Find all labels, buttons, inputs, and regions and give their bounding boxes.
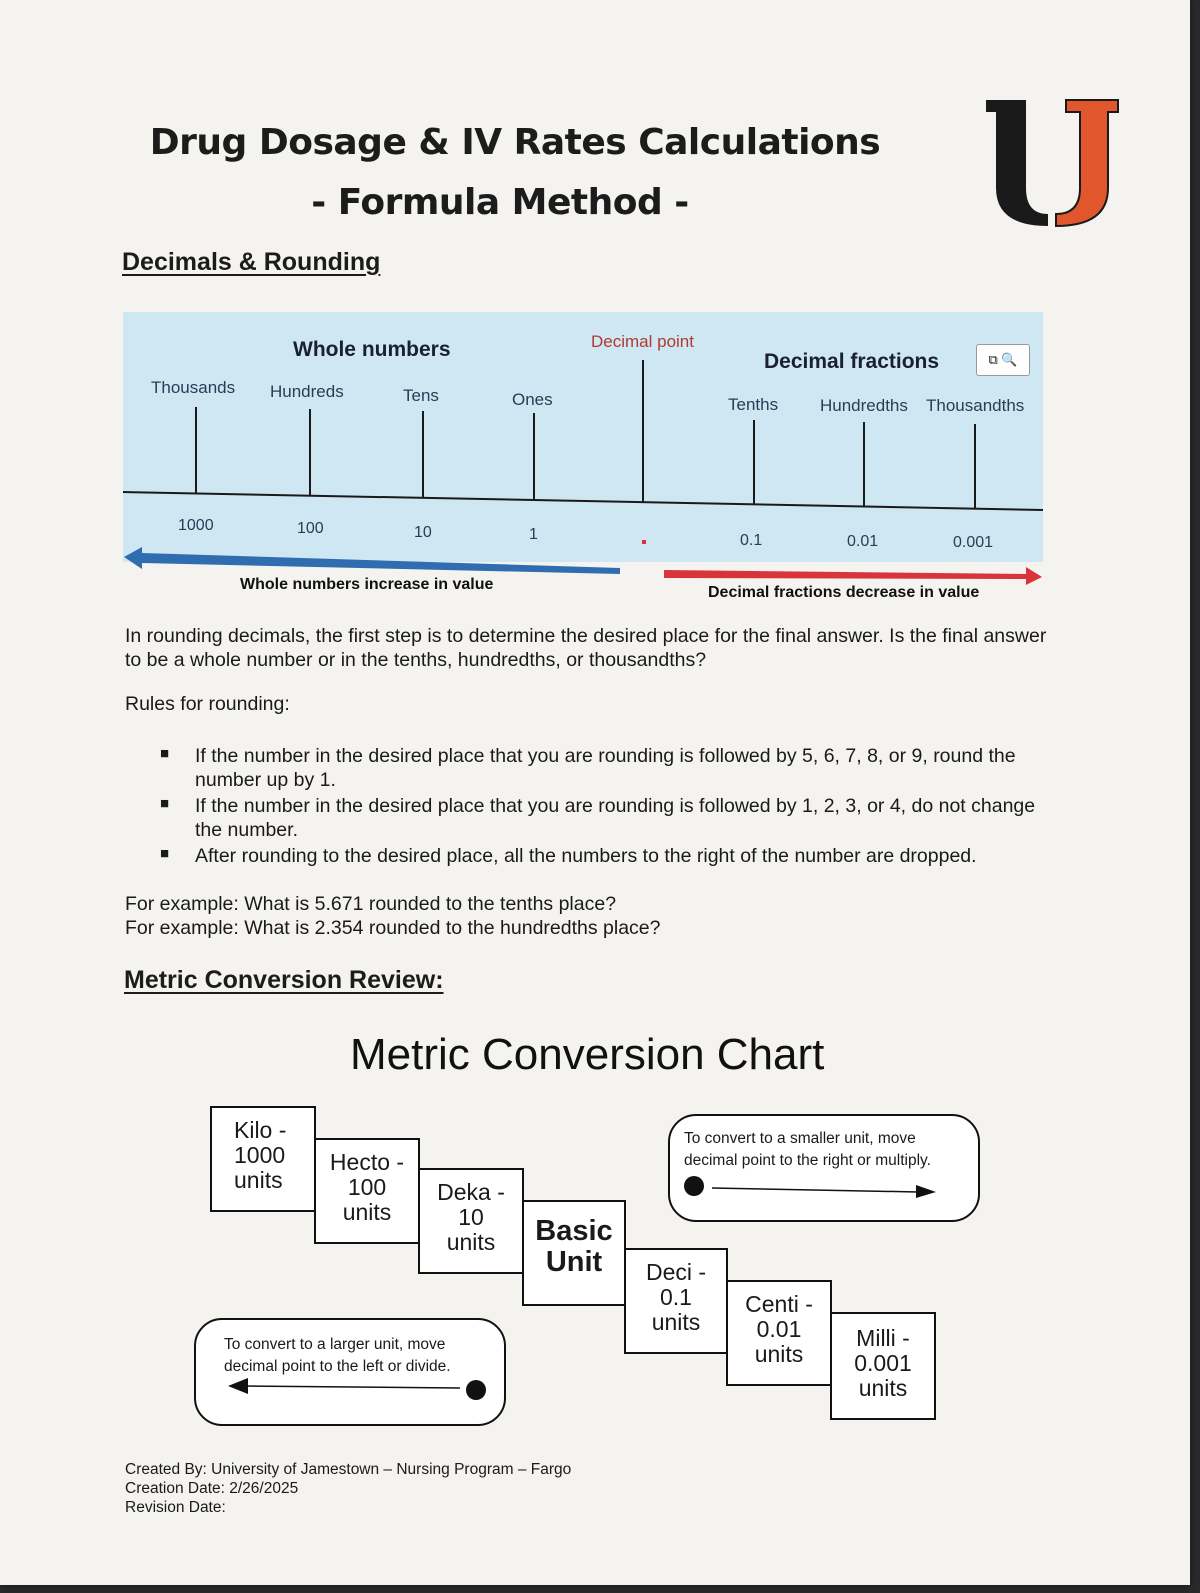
value-tenths: 0.1 xyxy=(740,532,763,549)
unit-amount: Unit xyxy=(545,1246,603,1278)
unit-box-hecto xyxy=(314,1138,420,1244)
university-logo xyxy=(980,96,1125,236)
section-heading-metric: Metric Conversion Review: xyxy=(124,966,444,994)
bullet-icon: ■ xyxy=(160,845,170,862)
unit-name: Deka - xyxy=(437,1179,505,1205)
unit-box-kilo xyxy=(210,1106,316,1212)
rule-item: After rounding to the desired place, all the numbers to the right of the number are dropped. xyxy=(195,845,977,867)
unit-amount: 0.1 xyxy=(660,1284,692,1310)
footer-creation-date: Creation Date: 2/26/2025 xyxy=(125,1480,299,1497)
decimal-fractions-heading: Decimal fractions xyxy=(764,350,940,373)
column-label-hundredths: Hundredths xyxy=(820,396,908,415)
unit-amount: 0.01 xyxy=(756,1316,802,1342)
unit-box-deci xyxy=(624,1248,728,1354)
unit-box-centi xyxy=(726,1280,832,1386)
value-hundreds: 100 xyxy=(297,520,324,537)
unit-box-deka xyxy=(418,1168,524,1274)
unit-amount: 1000 xyxy=(234,1142,286,1168)
unit-box-basic xyxy=(522,1200,626,1306)
unit-suffix: units xyxy=(342,1199,392,1225)
unit-suffix: units xyxy=(754,1341,804,1367)
unit-name: Basic xyxy=(535,1215,613,1247)
unit-suffix: units xyxy=(858,1375,908,1401)
decimal-point-label: Decimal point xyxy=(591,332,694,351)
page-title: Drug Dosage & IV Rates Calculations xyxy=(149,122,881,163)
left-arrow-icon xyxy=(124,547,620,574)
unit-name: Deci - xyxy=(645,1259,707,1285)
unit-box-milli xyxy=(830,1312,936,1420)
unit-amount: 10 xyxy=(458,1204,484,1230)
larger-note-line1: To convert to a larger unit, move xyxy=(224,1336,446,1353)
column-label-thousands: Thousands xyxy=(151,378,236,397)
column-label-thousandths: Thousandths xyxy=(926,396,1025,415)
unit-name: Milli - xyxy=(856,1325,910,1351)
place-value-chart xyxy=(123,312,1043,562)
logo-letter: U xyxy=(980,96,981,97)
unit-name: Kilo - xyxy=(234,1117,287,1143)
left-arrow-icon xyxy=(224,1374,496,1404)
unit-name: Centi - xyxy=(745,1291,813,1317)
copy-icon: ⧉ xyxy=(988,352,998,367)
search-icon: 🔍 xyxy=(1001,352,1018,367)
value-thousands: 1000 xyxy=(178,517,214,534)
page-subtitle: - Formula Method - xyxy=(311,182,689,223)
unit-name: Hecto - xyxy=(329,1149,405,1175)
unit-amount: 100 xyxy=(347,1174,387,1200)
smaller-note-line1: To convert to a smaller unit, move xyxy=(684,1130,916,1147)
whole-numbers-caption: Whole numbers increase in value xyxy=(240,576,494,593)
metric-chart-title: Metric Conversion Chart xyxy=(350,1030,825,1079)
example-item: For example: What is 2.354 rounded to the hundredths place? xyxy=(125,917,661,939)
example-item: For example: What is 5.671 rounded to the tenths place? xyxy=(125,893,617,915)
rules-title: Rules for rounding: xyxy=(125,693,290,715)
value-ones: 1 xyxy=(529,526,538,543)
larger-note-line2: decimal point to the left or divide. xyxy=(224,1358,451,1375)
unit-suffix: units xyxy=(651,1309,701,1335)
whole-numbers-heading: Whole numbers xyxy=(293,338,451,361)
decimal-fractions-caption: Decimal fractions decrease in value xyxy=(708,584,980,601)
footer-created-by: Created By: University of Jamestown – Nursing Program – Fargo xyxy=(125,1461,572,1478)
right-arrow-icon xyxy=(664,567,1042,585)
value-tens: 10 xyxy=(414,524,432,541)
rounding-intro: In rounding decimals, the first step is to determine the desired place for the final answer. Is the final answer to be a whole number or in the tenths, hundredths, or thousandths? xyxy=(125,625,1047,671)
bullet-icon: ■ xyxy=(160,745,170,762)
column-label-tenths: Tenths xyxy=(728,395,779,414)
unit-suffix: units xyxy=(446,1229,496,1255)
bullet-icon: ■ xyxy=(160,795,170,812)
value-hundredths: 0.01 xyxy=(847,533,879,550)
right-arrow-icon xyxy=(680,1174,950,1200)
rule-item: If the number in the desired place that you are rounding is followed by 5, 6, 7, 8, or 9, round the number up by 1. xyxy=(195,745,1016,791)
value-thousandths: 0.001 xyxy=(953,534,994,551)
unit-suffix: units xyxy=(234,1167,283,1193)
column-label-hundreds: Hundreds xyxy=(270,382,344,401)
place-value-lines xyxy=(123,312,1043,562)
column-label-tens: Tens xyxy=(403,386,439,405)
footer-revision-date: Revision Date: xyxy=(125,1499,226,1516)
column-label-ones: Ones xyxy=(512,390,553,409)
unit-amount: 0.001 xyxy=(854,1350,912,1376)
section-heading-decimals: Decimals & Rounding xyxy=(122,248,381,276)
smaller-note-line2: decimal point to the right or multiply. xyxy=(684,1152,931,1169)
rule-item: If the number in the desired place that you are rounding is followed by 1, 2, 3, or 4, do not change the number. xyxy=(195,795,1036,841)
